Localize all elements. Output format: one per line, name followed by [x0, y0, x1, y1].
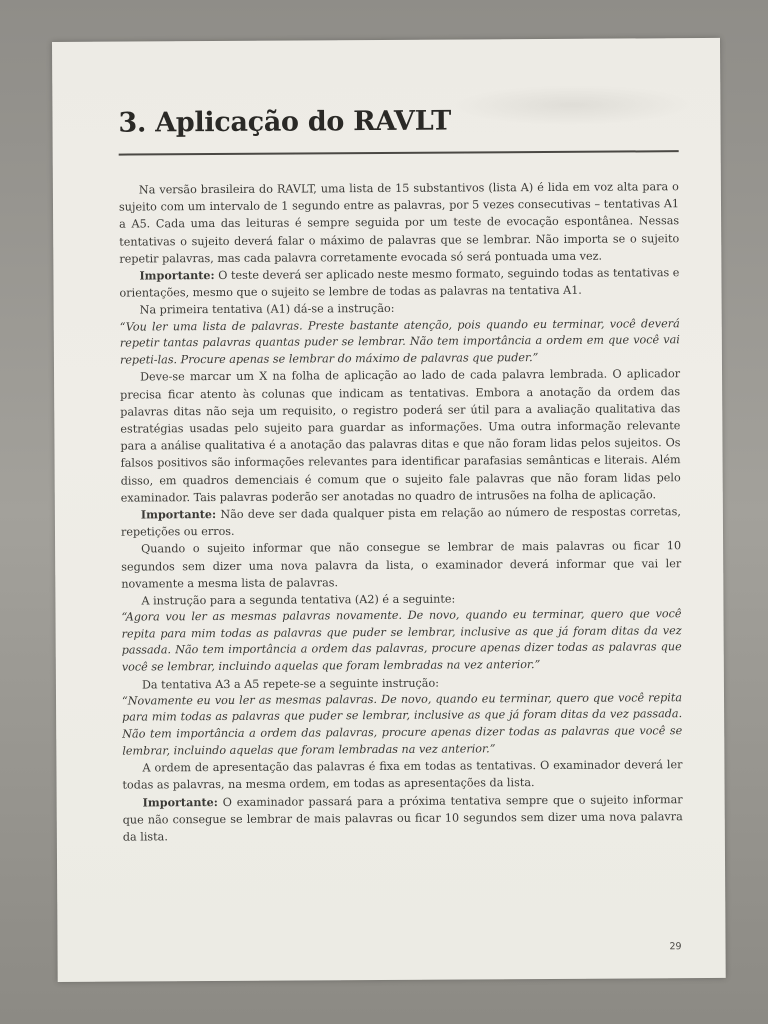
paragraph-fixed-order: A ordem de apresentação das palavras é fixa em todas as tentativas. O examinador deverá ler todas as palavras, na mesma ordem, em todas as apresentações da lista.: [122, 758, 683, 792]
paragraph-important-cues: [121, 503, 681, 541]
show-through-bleed: [452, 84, 692, 125]
instruction-quote-a2: “Agora vou ler as mesmas palavras novamente. De novo, quando eu terminar, quero que você repita para mim todas as palavras que puder se lembrar, inclusive as que já foram ditas da vez passada. Não tem importância a ordem das palavras, procure apenas dizer todas as palavras que você se lembrar, incluindo aquelas que foram lembradas na vez anterior.”: [121, 607, 682, 674]
paragraph-marking: Deve-se marcar um X na folha de aplicação ao lado de cada palavra lembrada. O aplicador precisa ficar atento às colunas que indicam as tentativas. Embora a anotação da ordem das palavras ditas não seja um requisito, o registro poderá ser útil para a avaliação qualitativa das estratégias usadas pelo sujeito para guardar as informações. Uma outra informação relevante para a análise qualitativa é a anotação das palavras ditas e que não foram lidas pelos sujeitos. Os falsos positivos são informações relevantes para identificar parafasias semânticas e literais. Além disso, em quadros demenciais é comum que o sujeito fale palavras que não foram lidas pelo examinador. Tais palavras poderão ser anotadas no quadro de intrusões na folha de aplicação.: [120, 367, 681, 505]
page-number: 29: [669, 941, 682, 953]
heading-rule: [119, 150, 679, 155]
document-page: [52, 38, 726, 982]
instruction-quote-a1: “Vou ler uma lista de palavras. Preste bastante atenção, pois quando eu terminar, você deverá repetir tantas palavras quantas puder se lembrar. Não tem importância a ordem em que você vai repeti-las. Procure apenas se lembrar do máximo de palavras que puder.”: [119, 316, 680, 367]
paragraph-important-next-trial: [123, 791, 683, 846]
paragraph-important-format: [119, 264, 679, 302]
important-text: O examinador passará para a próxima tentativa sempre que o sujeito informar que não consegue se lembrar de mais palavras ou ficar 10 segundos sem dizer uma nova palavra da lista.: [122, 792, 683, 844]
paragraph-stop-rule: Quando o sujeito informar que não consegue se lembrar de mais palavras ou ficar 10 segundos sem dizer uma nova palavra da lista, o examinador deverá informar que vai ler novamente a mesma lista de palavras.: [121, 539, 682, 591]
body-text: [119, 178, 683, 846]
important-label: Importante:: [142, 794, 218, 810]
paragraph-trials-a3-a5: Da tentativa A3 a A5 repete-se a seguinte instrução:: [141, 676, 439, 692]
important-label: Importante:: [140, 507, 217, 522]
paragraph-first-trial: Na primeira tentativa (A1) dá-se a instrução:: [139, 302, 395, 317]
paragraph-second-trial: A instrução para a segunda tentativa (A2) é a seguinte:: [141, 592, 456, 608]
instruction-quote-a3-a5: “Novamente eu vou ler as mesmas palavras. De novo, quando eu terminar, quero que você repita para mim todas as palavras que puder se lembrar, inclusive as que já foram ditas da vez passada. Não tem importância a ordem das palavras, procure apenas dizer todas as palavras que você se lembrar, incluindo aquelas que foram lembradas na vez anterior.”: [121, 690, 683, 758]
important-text: O teste deverá ser aplicado neste mesmo formato, seguindo todas as tentativas e orientações, mesmo que o sujeito se lembre de todas as palavras na tentativa A1.: [119, 266, 680, 300]
important-text: Não deve ser dada qualquer pista em relação ao número de respostas corretas, repetições ou erros.: [120, 505, 681, 539]
important-label: Importante:: [139, 268, 215, 283]
paragraph-intro: Na versão brasileira do RAVLT, uma lista de 15 substantivos (lista A) é lida em voz alta para o sujeito com um intervalo de 1 segundo entre as palavras, por 5 vezes consecutivas – tentativas A1 a A5. Cada uma das leituras é sempre seguida por um teste de evocação espontânea. Nessas tentativas o sujeito deverá falar o máximo de palavras que se lembrar. Não importa se o sujeito repetir palavras, mas cada palavra corretamente evocada só será pontuada uma vez.: [118, 180, 680, 266]
section-heading: 3. Aplicação do RAVLT: [118, 105, 452, 139]
